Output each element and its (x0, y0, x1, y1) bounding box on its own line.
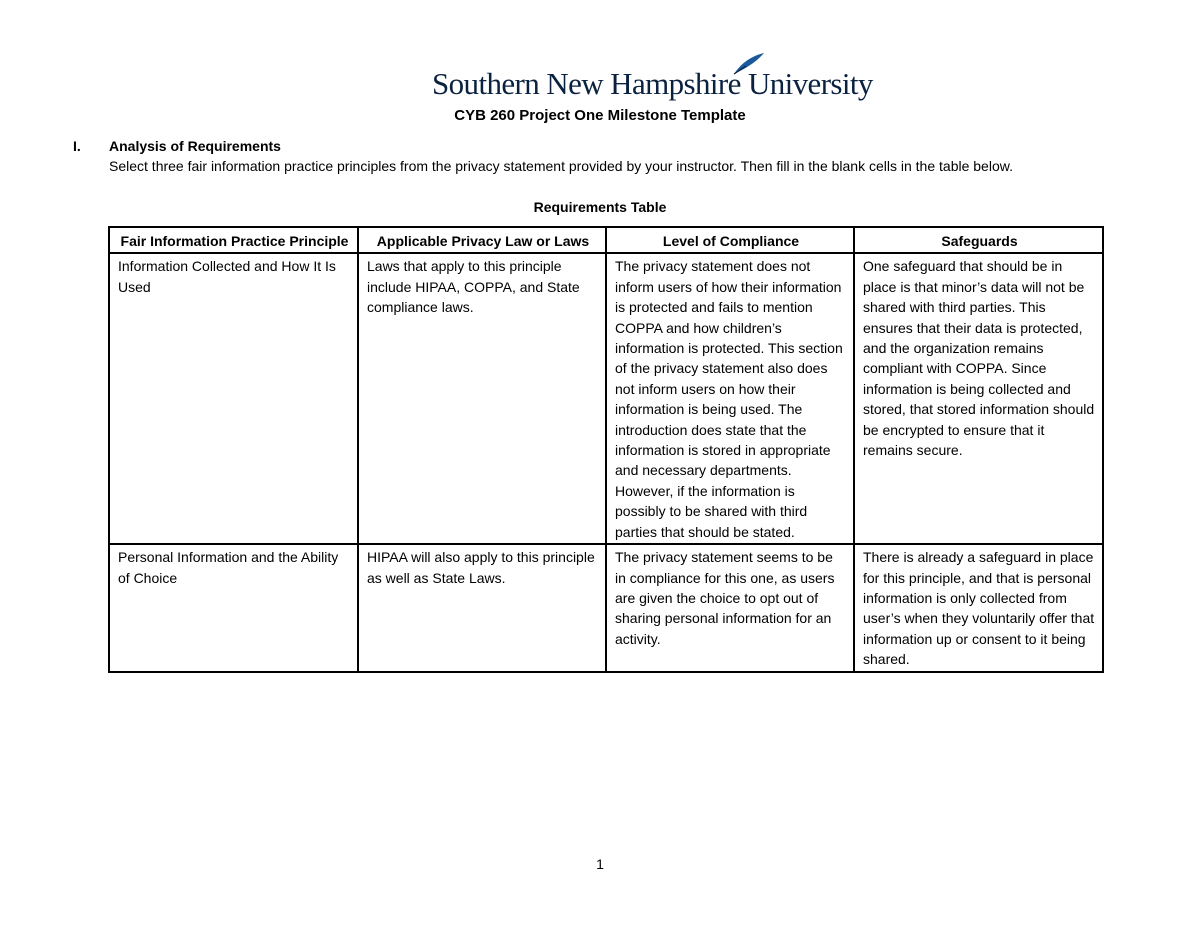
cell-principle: Information Collected and How It Is Used (109, 253, 358, 544)
header-safeguards: Safeguards (854, 227, 1103, 253)
section-number: I. (73, 138, 81, 154)
cell-compliance: The privacy statement seems to be in compliance for this one, as users are given the choice to opt out of sharing personal information for an activity. (606, 544, 854, 671)
table-row (109, 544, 1103, 671)
cell-principle: Personal Information and the Ability of Choice (109, 544, 358, 671)
cell-safeguards: There is already a safeguard in place for this principle, and that is personal information is only collected from user’s when they voluntarily offer that information up or consent to it being shared. (854, 544, 1103, 671)
section-title: Analysis of Requirements (109, 138, 281, 154)
cell-compliance: The privacy statement does not inform users of how their information is protected and fails to mention COPPA and how children’s information is protected. This section of the privacy statement also does not inform users on how their information is being used. The introduction does state that the information is stored in appropriate and necessary departments. However, if the information is possibly to be shared with third parties that should be stated. (606, 253, 854, 544)
section-instructions: Select three fair information practice principles from the privacy statement provided by your instructor. Then fill in the blank cells in the table below. (109, 158, 1013, 174)
document-title: CYB 260 Project One Milestone Template (454, 107, 746, 124)
cell-laws: Laws that apply to this principle include HIPAA, COPPA, and State compliance laws. (358, 253, 606, 544)
header-compliance: Level of Compliance (606, 227, 854, 253)
university-logo (432, 52, 873, 102)
table-caption: Requirements Table (533, 199, 667, 215)
requirements-table (108, 226, 1104, 673)
header-principle: Fair Information Practice Principle (109, 227, 358, 253)
table-header-row (109, 227, 1103, 253)
header-laws: Applicable Privacy Law or Laws (358, 227, 606, 253)
cell-laws: HIPAA will also apply to this principle as well as State Laws. (358, 544, 606, 671)
feather-icon (732, 52, 766, 78)
university-name: Southern New Hampshire University (432, 66, 873, 101)
table-row (109, 253, 1103, 544)
cell-safeguards: One safeguard that should be in place is that minor’s data will not be shared with third parties. This ensures that their data is protected, and the organization remains compliant with COPPA. Since information is being collected and stored, that stored information should be encrypted to ensure that it remains secure. (854, 253, 1103, 544)
page-number: 1 (596, 856, 604, 872)
